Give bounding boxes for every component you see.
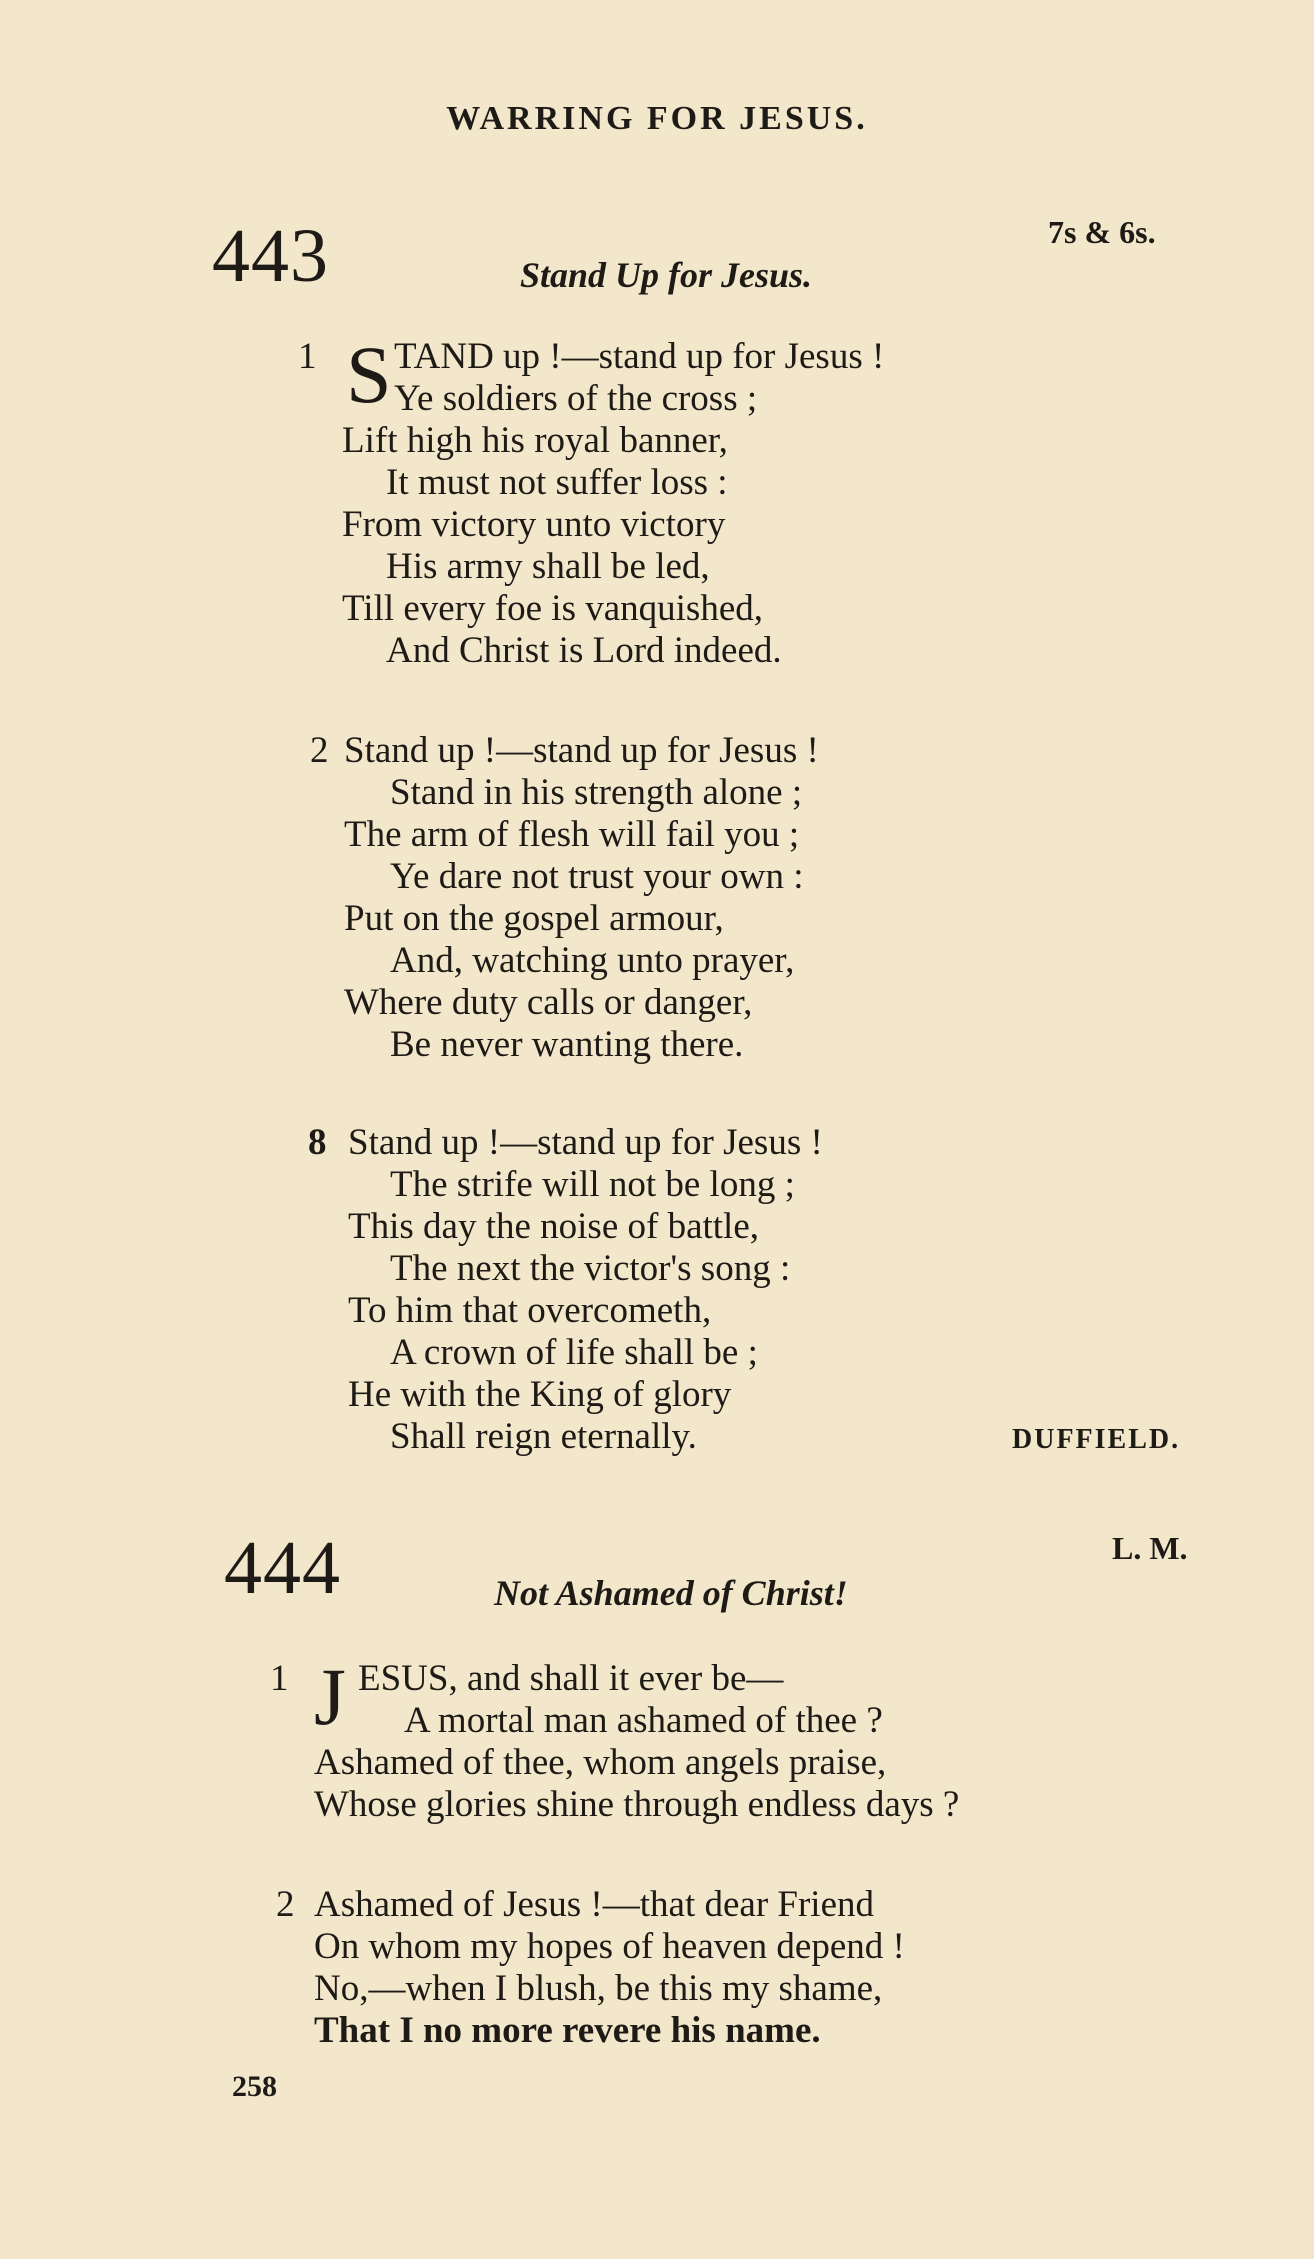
- hymn-meter: 7s & 6s.: [1048, 214, 1156, 250]
- hymn-line: Shall reign eternally.: [390, 1416, 697, 1457]
- verse-number: 2: [310, 730, 329, 771]
- verse: [270, 1651, 960, 1826]
- hymn-line: From victory unto victory: [342, 504, 726, 545]
- running-title: WARRING FOR JESUS.: [446, 100, 868, 137]
- hymn-number: 443: [212, 214, 329, 298]
- hymn-line: This day the noise of battle,: [348, 1206, 760, 1247]
- hymn-line: Stand up !—stand up for Jesus !: [344, 730, 819, 771]
- verse: [298, 730, 819, 1066]
- hymn-line: That I no more revere his name.: [314, 2010, 821, 2051]
- hymn-line: Ashamed of thee, whom angels praise,: [314, 1742, 887, 1783]
- hymn-line: It must not suffer loss :: [386, 462, 728, 503]
- hymn-line: Where duty calls or danger,: [344, 982, 753, 1023]
- hymn-line: And Christ is Lord indeed.: [386, 630, 782, 671]
- verse: [298, 1122, 823, 1458]
- hymn-line: To him that overcometh,: [348, 1290, 712, 1331]
- hymn-line: Till every foe is vanquished,: [342, 588, 764, 629]
- hymn-line: Lift high his royal banner,: [342, 420, 728, 461]
- drop-cap: J: [314, 1651, 346, 1742]
- hymn-line: Put on the gospel armour,: [344, 898, 724, 939]
- hymn-line: A mortal man ashamed of thee ?: [404, 1700, 883, 1741]
- hymn-line: On whom my hopes of heaven depend !: [314, 1926, 905, 1967]
- hymn-title: Stand Up for Jesus.: [520, 255, 813, 295]
- verse-number: 1: [298, 336, 317, 377]
- hymn-line: TAND up !—stand up for Jesus !: [394, 336, 885, 377]
- hymn-line: A crown of life shall be ;: [390, 1332, 758, 1373]
- verse-number: 2: [276, 1884, 295, 1925]
- hymn-number: 444: [224, 1526, 341, 1610]
- hymn-line: The strife will not be long ;: [390, 1164, 795, 1205]
- hymn-line: Stand in his strength alone ;: [390, 772, 803, 813]
- hymn-line: Stand up !—stand up for Jesus !: [348, 1122, 823, 1163]
- verse-number: 1: [270, 1658, 289, 1699]
- hymn-line: ESUS, and shall it ever be—: [358, 1658, 784, 1699]
- hymn-line: He with the King of glory: [348, 1374, 732, 1415]
- hymn-author: DUFFIELD.: [1012, 1424, 1181, 1455]
- page-number: 258: [232, 2070, 277, 2103]
- verse: [270, 1884, 905, 2052]
- hymn-line: Ashamed of Jesus !—that dear Friend: [314, 1884, 875, 1925]
- hymn-title: Not Ashamed of Christ!: [494, 1573, 848, 1613]
- verse: [298, 329, 885, 672]
- hymn-line: The next the victor's song :: [390, 1248, 791, 1289]
- hymn-line: Be never wanting there.: [390, 1024, 744, 1065]
- hymn-line: No,—when I blush, be this my shame,: [314, 1968, 883, 2009]
- hymn-line: Ye soldiers of the cross ;: [394, 378, 758, 419]
- hymn-line: The arm of flesh will fail you ;: [344, 814, 800, 855]
- hymn-line: His army shall be led,: [386, 546, 710, 587]
- verse-number: 8: [308, 1122, 327, 1163]
- hymn-line: Whose glories shine through endless days ?: [314, 1784, 960, 1825]
- hymn-meter: L. M.: [1112, 1530, 1188, 1566]
- drop-cap: S: [346, 329, 392, 420]
- hymn-line: Ye dare not trust your own :: [390, 856, 804, 897]
- hymn-line: And, watching unto prayer,: [390, 940, 795, 981]
